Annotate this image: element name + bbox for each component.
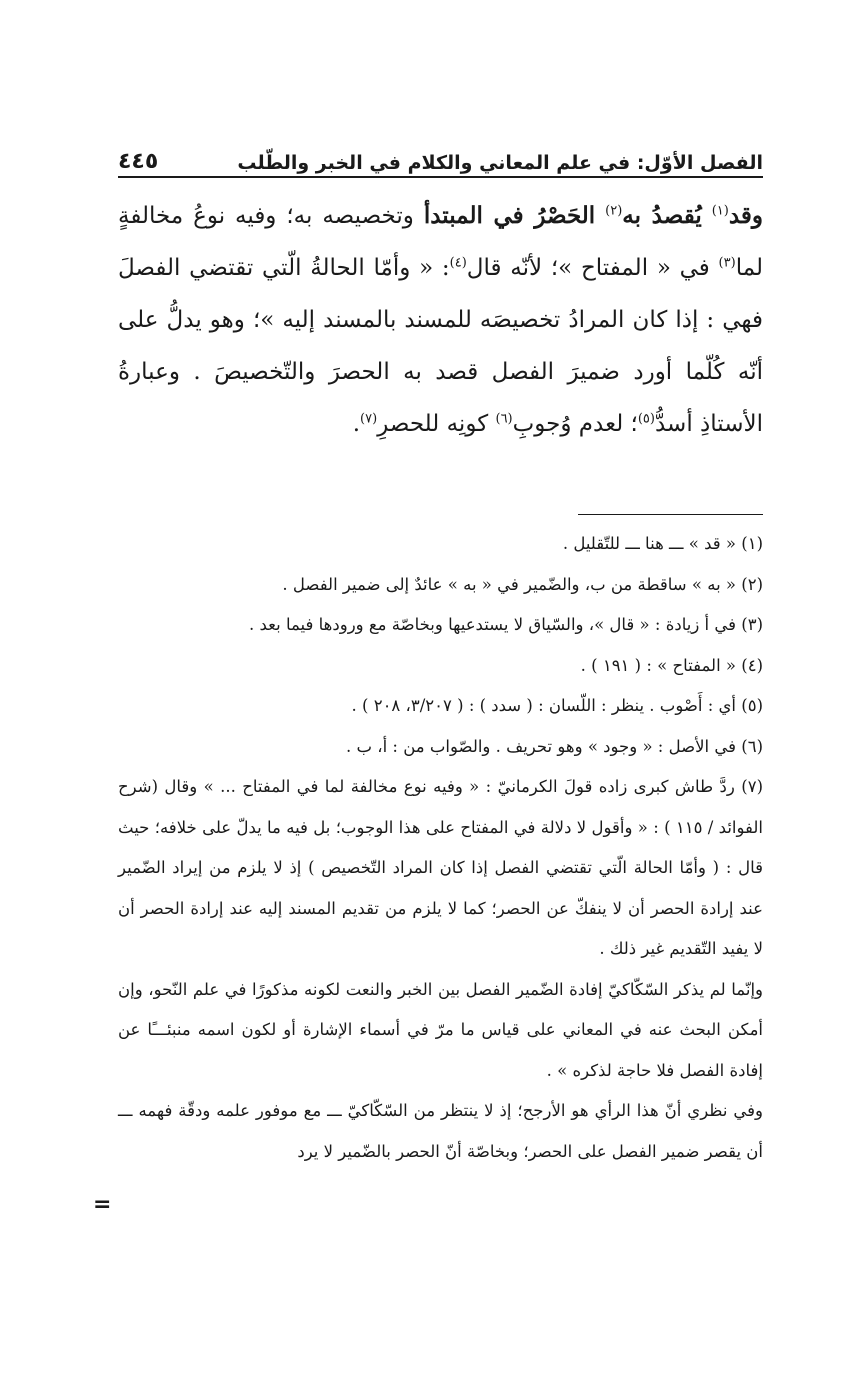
main-lead: وقد	[728, 202, 764, 229]
running-header	[118, 140, 763, 174]
footnote-ref-3: (٣)	[718, 255, 736, 271]
footnote-4	[118, 646, 763, 687]
footnote-number: (١)	[741, 534, 763, 553]
footnote-ref-4: (٤)	[449, 255, 467, 271]
footnote-ref-1: (١)	[711, 203, 729, 219]
footnote-text: ردَّ طاش كبرى زاده قولَ الكرمانيّ : « وفيه نوع مخالفة لما في المفتاح ... » وقال (شرح الفوائد / ١١٥ ) : « وأقول لا دلالة في المفتاح على هذا الوجوب؛ بل فيه ما يدلّ على خلافه؛ حيث قال : ( وأمّا الحالة الّتي تقتضي الفصل إذا كان المراد التّخصيص ) إذ لا يلزم من إيراد الضّمير عند إرادة الحصر أن لا ينفكّ عن الحصر؛ كما لا يلزم من تقديم المسند إليه عند إرادة الحصر أن لا يفيد التّقديم غير ذلك .	[118, 777, 763, 958]
footnote-number: (٣)	[741, 615, 763, 634]
main-text-4: ؛ لعدم وُجوبِ	[512, 411, 638, 437]
footnote-number: (٧)	[741, 777, 763, 796]
continuation-mark: =	[93, 1192, 112, 1217]
page-number: ٤٤٥	[118, 149, 159, 174]
footnote-7-continued	[118, 970, 763, 1092]
emphasis-a: يُقصدُ به	[622, 202, 702, 229]
footnote-number: (٥)	[741, 696, 763, 715]
footnote-7	[118, 767, 763, 970]
footnote-6	[118, 727, 763, 768]
main-text-6: .	[352, 411, 361, 437]
footnote-text: « قد » ـــ هنا ـــ للتّقليل .	[562, 534, 736, 553]
main-text-1: وتخصيصه به؛ وفيه نوعُ مخالفةٍ لما	[118, 203, 763, 281]
footnote-number: (٦)	[741, 736, 763, 756]
footnote-text: في أ زيادة : « قال »، والسّياق لا يستدعيها وبخاصّة مع ورودها فيما بعد .	[249, 615, 736, 634]
main-text-5: كونِه للحصرِ	[377, 411, 489, 437]
footnote-number: (٢)	[741, 574, 763, 594]
footnote-text: وفي نظري أنّ هذا الرأي هو الأرجح؛ إذ لا ينتظر من السّكّاكيّ ـــ مع موفور علمه ودقّة فهمه ـــ أن يقصر ضمير الفصل على الحصر؛ وبخاصّة أنّ الحصر بالضّمير لا يرد	[118, 1101, 763, 1161]
footnote-5	[118, 686, 763, 727]
footnote-text: « المفتاح » : ( ١٩١ ) .	[580, 655, 736, 675]
main-text-3: : « وأمّا الحالةُ الّتي تقتضي الفصلَ فهي : إذا كان المرادُ تخصيصَه للمسند بالمسند إليه »؛ وهو يدلُّ على أنّه كُلّما أورد ضميرَ الفصل قصد به الحصرَ والتّخصيصَ . وعبارةُ الأستاذِ أسدُّ	[118, 255, 763, 437]
footnote-3	[118, 605, 763, 646]
main-text	[118, 190, 763, 450]
main-text-2: في « المفتاح »؛ لأنّه قال	[466, 255, 710, 281]
footnote-ref-2: (٢)	[605, 203, 623, 219]
chapter-title: الفصل الأوّل: في علم المعاني والكلام في الخبر والطّلب	[237, 152, 763, 174]
footnote-text: « به » ساقطة من ب، والضّمير في « به » عائدٌ إلى ضمير الفصل .	[282, 574, 736, 594]
footnote-number: (٤)	[741, 655, 763, 675]
footnote-ref-6: (٦)	[495, 411, 513, 427]
footnote-divider	[578, 514, 763, 515]
footnote-7-editor-note	[118, 1091, 763, 1172]
footnotes	[118, 524, 763, 1172]
footnote-text: أي : أَصْوب . ينظر : اللّسان : ( سدد ) : ( ٣/٢٠٧، ٢٠٨ ) .	[351, 696, 736, 715]
footnote-text: في الأصل : « وجود » وهو تحريف . والصّواب من : أ، ب .	[346, 736, 736, 756]
header-divider	[118, 176, 763, 178]
emphasis-b: الحَصْرُ في المبتدأ	[423, 202, 596, 229]
footnote-text: وإنّما لم يذكر السّكّاكيّ إفادة الضّمير الفصل بين الخبر والنعت لكونه مذكورًا في علم النّحو، وإن أمكن البحث عنه في المعاني على قياس ما مرّ في أسماء الإشارة أو لكون اسمه منبئـــًا عن إفادة الفصل فلا حاجة لذكره » .	[118, 979, 763, 1080]
footnote-2	[118, 565, 763, 606]
main-paragraph	[118, 190, 763, 450]
footnote-ref-7: (٧)	[360, 411, 378, 427]
footnote-1	[118, 524, 763, 565]
footnote-ref-5: (٥)	[637, 411, 655, 427]
